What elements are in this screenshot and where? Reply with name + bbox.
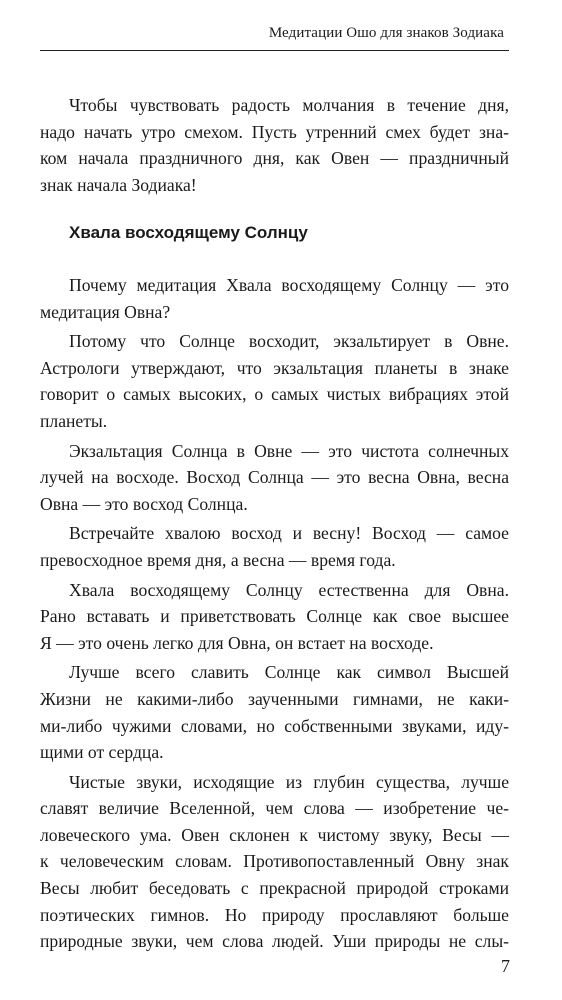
text-line: Рано вставать и приветствовать Солнце как свое высшее xyxy=(40,606,509,627)
text-line: ми-либо чужими словами, но собственными звуками, иду- xyxy=(40,715,509,736)
paragraph xyxy=(40,577,509,657)
text-line: Весы любит беседовать с прекрасной природой строками xyxy=(40,878,509,899)
text-line: поэтических гимнов. Но природу прославляют больше xyxy=(40,904,509,925)
text-line: Потому что Солнце восходит, экзальтирует в Овне. xyxy=(69,331,509,352)
paragraph xyxy=(40,328,509,434)
text-line: Астрологи утверждают, что экзальтация планеты в знаке xyxy=(40,357,509,378)
text-line: превосходное время дня, а весна — время года. xyxy=(40,549,396,570)
text-line: к человеческим словам. Противопоставленный Овну знак xyxy=(40,851,509,872)
text-line: Я — это очень легко для Овна, он встает на восходе. xyxy=(40,632,434,653)
text-line: Овна — это восход Солнца. xyxy=(40,493,248,514)
text-line: Почему медитация Хвала восходящему Солнцу — это xyxy=(69,275,509,295)
page-number: 7 xyxy=(501,956,510,976)
paragraph xyxy=(40,520,509,573)
intro-paragraph xyxy=(40,92,509,198)
section-heading: Хвала восходящему Солнцу xyxy=(69,223,308,242)
paragraph xyxy=(40,438,509,518)
text-line: природные звуки, чем слова людей. Уши природы не слы- xyxy=(40,931,509,952)
body-text xyxy=(40,272,509,958)
text-line: Экзальтация Солнца в Овне — это чистота солнечных xyxy=(69,440,509,461)
header-rule xyxy=(40,50,509,51)
text-line: медитация Овна? xyxy=(40,301,171,322)
text-line: лучей на восходе. Восход Солнца — это весна Овна, весна xyxy=(40,467,509,488)
text-line: планеты. xyxy=(40,410,108,431)
text-line: знак начала Зодиака! xyxy=(40,174,197,195)
text-line: Жизни не какими-либо заученными гимнами, не каки- xyxy=(40,688,509,709)
text-line: надо начать утро смехом. Пусть утренний смех будет зна- xyxy=(40,121,509,142)
paragraph xyxy=(40,769,509,955)
paragraph xyxy=(40,272,509,325)
running-head: Медитации Ошо для знаков Зодиака xyxy=(268,25,504,41)
text-line: говорит о самых высоких, о самых чистых вибрациях этой xyxy=(40,384,509,405)
text-line: ловеческого ума. Овен склонен к чистому звуку, Весы — xyxy=(40,824,509,845)
paragraph xyxy=(40,659,509,765)
text-line: Встречайте хвалою восход и весну! Восход — самое xyxy=(69,523,509,544)
text-line: ком начала праздничного дня, как Овен — праздничный xyxy=(40,148,509,169)
text-line: Чтобы чувствовать радость молчания в течение дня, xyxy=(69,95,509,115)
text-line: Хвала восходящему Солнцу естественна для Овна. xyxy=(69,579,509,600)
text-line: славят величие Вселенной, чем слова — изобретение че- xyxy=(40,798,509,819)
text-line: Лучше всего славить Солнце как символ Высшей xyxy=(69,662,509,683)
text-line: Чистые звуки, исходящие из глубин существа, лучше xyxy=(69,771,509,792)
text-line: щими от сердца. xyxy=(40,742,164,763)
